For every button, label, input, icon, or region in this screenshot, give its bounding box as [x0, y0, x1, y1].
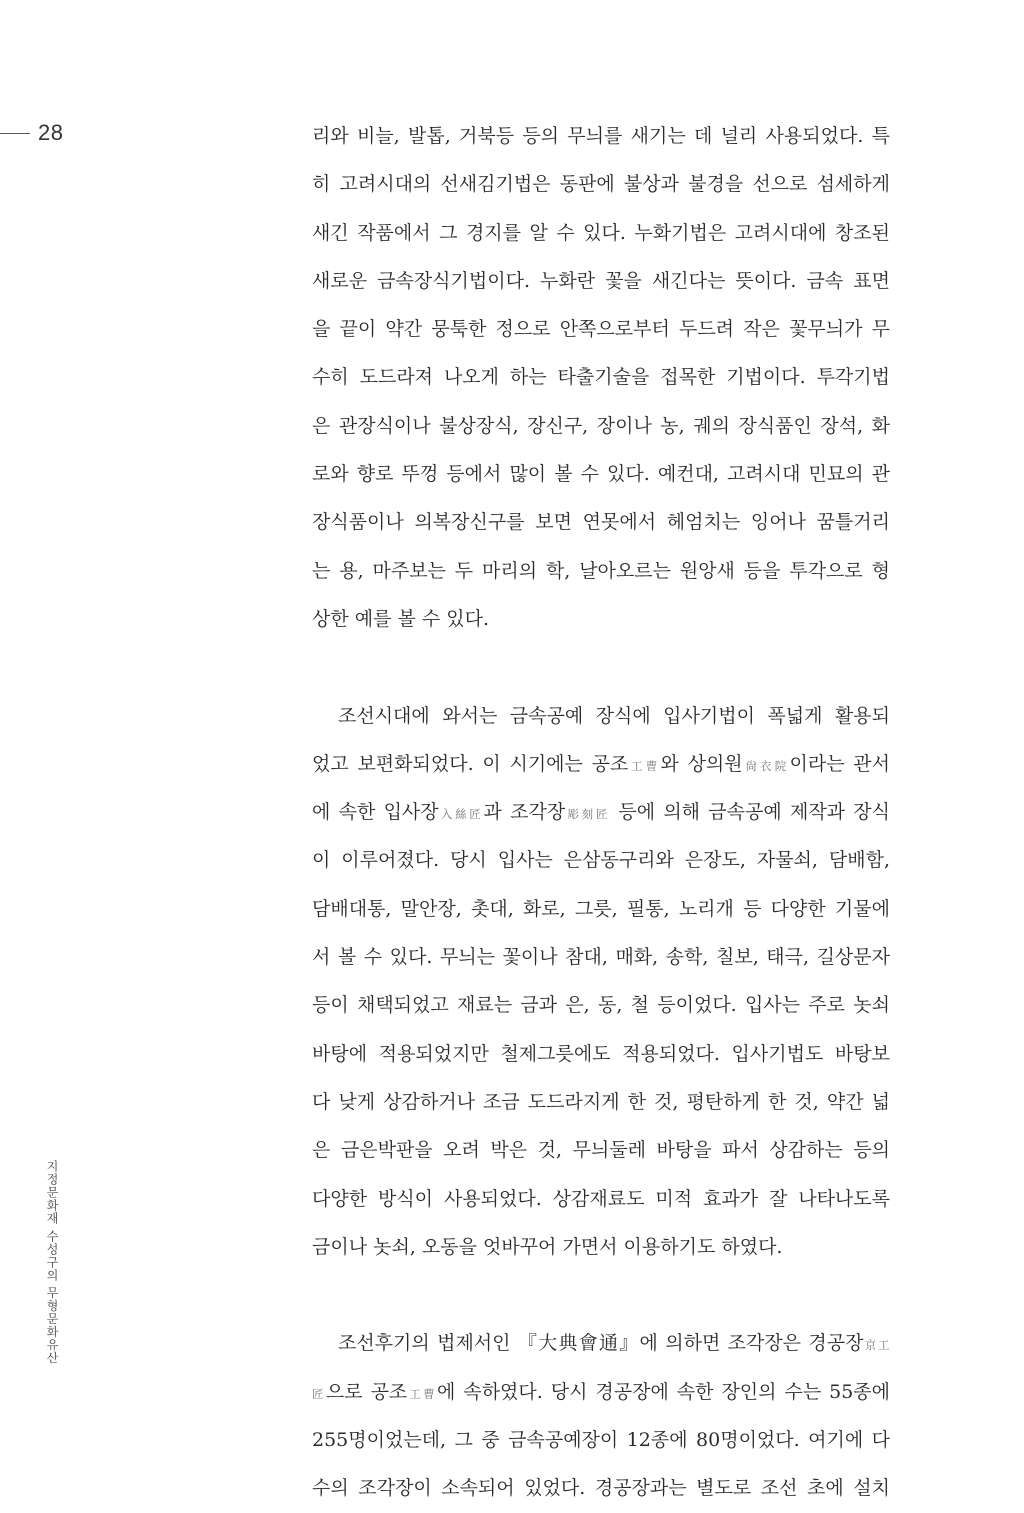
text-line: 는 용, 마주보는 두 마리의 학, 날아오르는 원앙새 등을 투각으로 형	[312, 559, 890, 582]
paragraph-1	[312, 112, 890, 643]
text-line: 다양한 방식이 사용되었다. 상감재료도 미적 효과가 잘 나타나도록	[312, 1187, 890, 1210]
page-number: 28	[38, 120, 64, 145]
page-number-rule	[0, 133, 30, 134]
text-line: 등이 채택되었고 재료는 금과 은, 동, 철 등이었다. 입사는 주로 놋쇠	[312, 994, 890, 1017]
text-line	[312, 788, 890, 836]
text-line: 로와 향로 뚜껑 등에서 많이 볼 수 있다. 예컨대, 고려시대 민묘의 관	[312, 463, 890, 486]
text-line: 장식품이나 의복장신구를 보면 연못에서 헤엄치는 잉어나 꿈틀거리	[312, 511, 890, 534]
text-line: 255명이었는데, 그 중 금속공예장이 12종에 80명이었다. 여기에 다	[312, 1429, 890, 1452]
hanja-annotation: 京工	[863, 1338, 891, 1353]
text-line: 수의 조각장이 소속되어 있었다. 경공장과는 별도로 조선 초에 설치	[312, 1477, 890, 1500]
text-run: 조선후기의 법제서인 『大典會通』에 의하면 조각장은 경공장	[338, 1332, 864, 1355]
hanja-annotation: 入絲匠	[438, 807, 484, 822]
hanja-annotation: 工曹	[407, 1386, 438, 1401]
paragraph-gap	[312, 643, 890, 691]
text-run: 과 조각장	[483, 801, 566, 824]
text-run: 와 상의원	[660, 752, 743, 775]
text-line: 새로운 금속장식기법이다. 누화란 꽃을 새긴다는 뜻이다. 금속 표면	[312, 269, 890, 292]
text-line: 히 고려시대의 선새김기법은 동판에 불상과 불경을 선으로 섬세하게	[312, 173, 890, 196]
text-line: 서 볼 수 있다. 무늬는 꽃이나 참대, 매화, 송학, 칠보, 태극, 길상문자	[312, 946, 890, 969]
hanja-annotation: 工曹	[628, 758, 661, 773]
text-line: 바탕에 적용되었지만 철제그릇에도 적용되었다. 입사기법도 바탕보	[312, 1042, 890, 1065]
hanja-annotation: 匠	[312, 1386, 326, 1401]
text-run: 에 속하였다. 당시 경공장에 속한 장인의 수는 55종에	[437, 1380, 891, 1403]
text-line: 은 금은박판을 오려 박은 것, 무늬둘레 바탕을 파서 상감하는 등의	[312, 1139, 890, 1162]
body-text	[312, 112, 890, 1513]
paragraph-gap	[312, 1271, 890, 1319]
paragraph-3	[312, 1319, 890, 1512]
text-line: 은 관장식이나 불상장식, 장신구, 장이나 농, 궤의 장식품인 장석, 화	[312, 414, 890, 437]
text-line: 담배대통, 말안장, 촛대, 화로, 그릇, 필통, 노리개 등 다양한 기물에	[312, 897, 890, 920]
text-line	[312, 1368, 890, 1416]
text-line: 다 낮게 상감하거나 조금 도드라지게 한 것, 평탄하게 한 것, 약간 넓	[312, 1090, 890, 1113]
text-line: 수히 도드라져 나오게 하는 타출기술을 접목한 기법이다. 투각기법	[312, 366, 890, 389]
text-line	[312, 740, 890, 788]
text-run: 었고 보편화되었다. 이 시기에는 공조	[312, 752, 629, 775]
hanja-annotation: 尙衣院	[742, 758, 790, 773]
text-line: 새긴 작품에서 그 경지를 알 수 있다. 누화기법은 고려시대에 창조된	[312, 221, 890, 244]
text-run: 으로 공조	[325, 1380, 408, 1403]
text-line: 을 끝이 약간 뭉툭한 정으로 안쪽으로부터 두드려 작은 꽃무늬가 무	[312, 318, 890, 341]
running-title: 지정문화재 수성구의 무형문화유산	[45, 1160, 59, 1365]
text-run: 에 속한 입사장	[312, 801, 439, 824]
text-line	[312, 1319, 890, 1367]
text-line: 리와 비늘, 발톱, 거북등 등의 무늬를 새기는 데 널리 사용되었다. 특	[312, 125, 890, 147]
text-line: 금이나 놋쇠, 오동을 엇바꾸어 가면서 이용하기도 하였다.	[312, 1235, 783, 1258]
hanja-annotation: 彫刻匠	[565, 807, 611, 822]
text-line: 상한 예를 볼 수 있다.	[312, 607, 490, 630]
text-line: 이 이루어졌다. 당시 입사는 은삼동구리와 은장도, 자물쇠, 담배함,	[312, 849, 890, 872]
text-run: 이라는 관서	[789, 752, 891, 775]
text-run: 등에 의해 금속공예 제작과 장식	[610, 801, 890, 824]
text-line: 조선시대에 와서는 금속공예 장식에 입사기법이 폭넓게 활용되	[338, 704, 890, 727]
paragraph-2	[312, 692, 890, 1272]
